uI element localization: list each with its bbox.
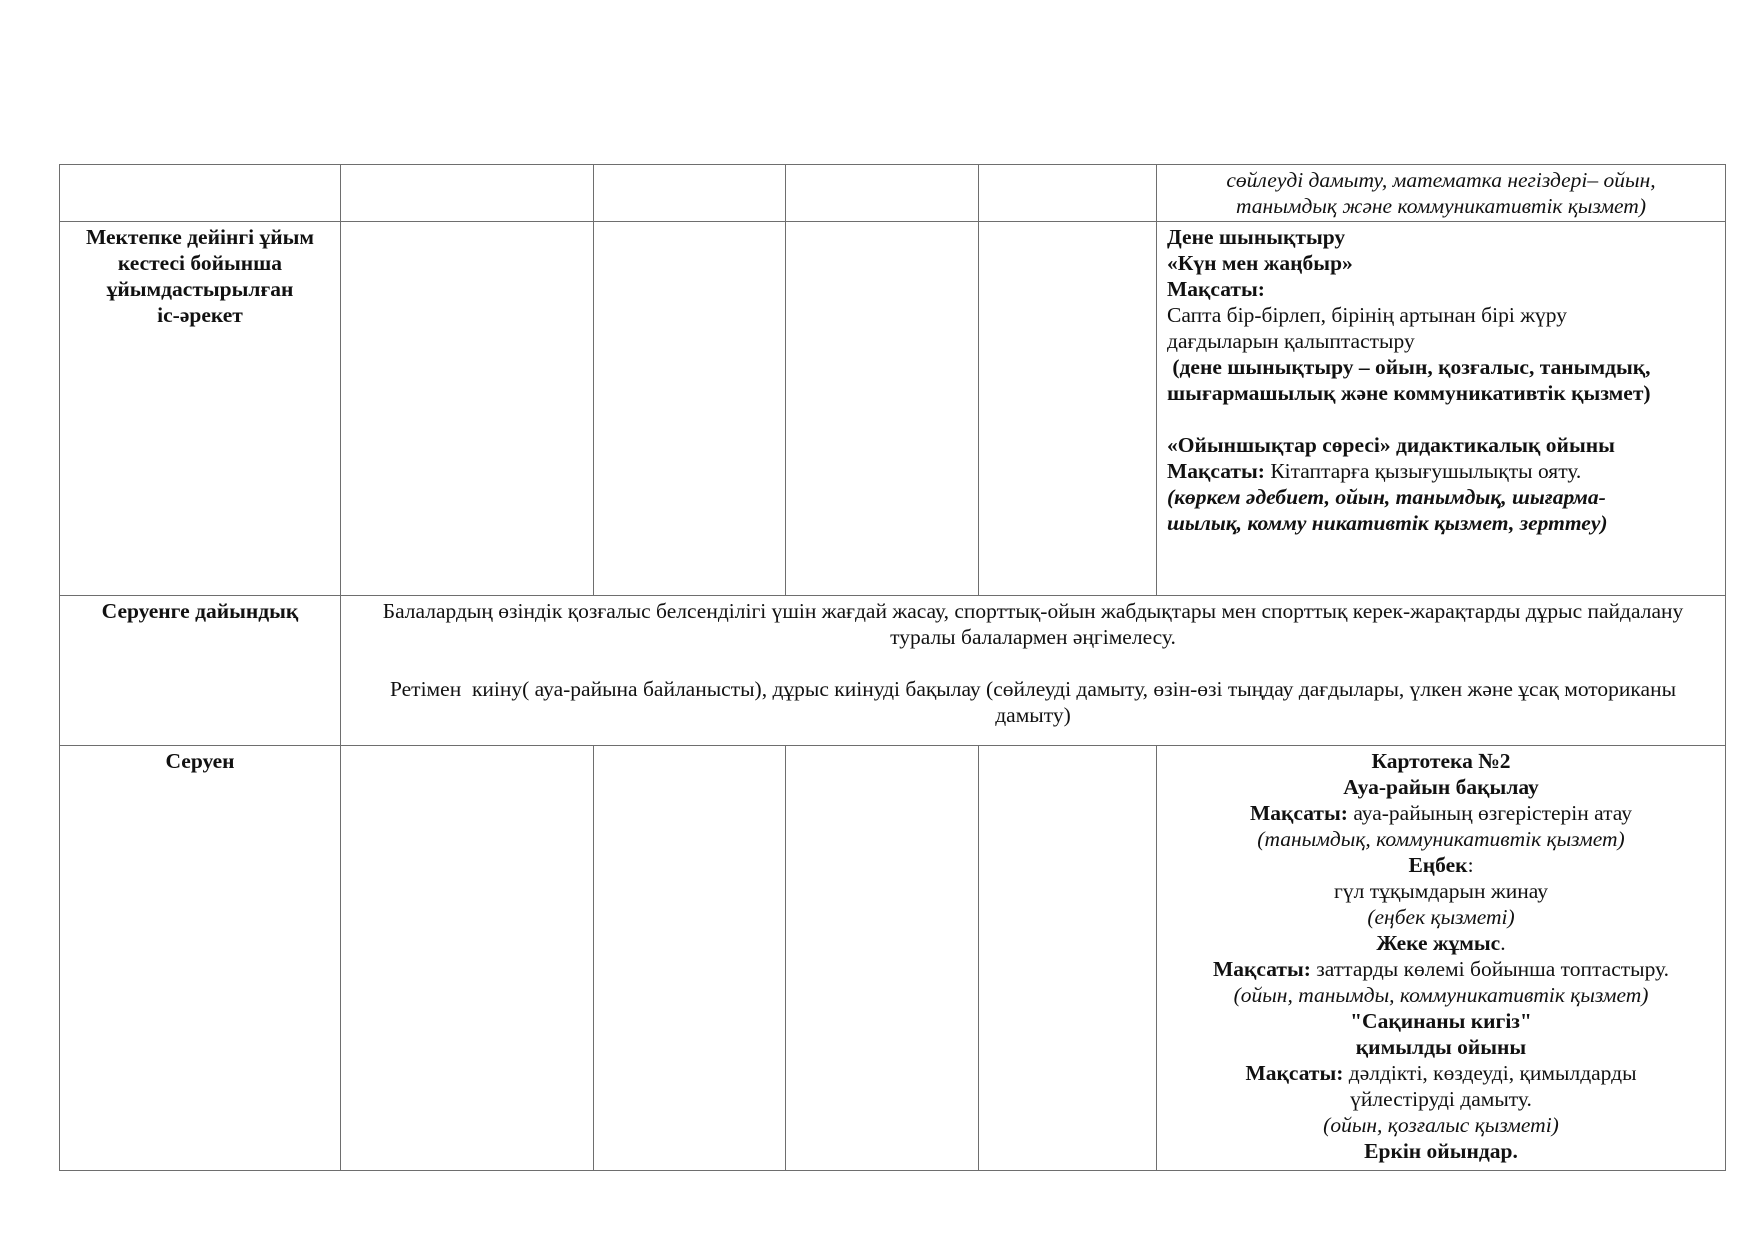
didactic-game-title: «Ойыншықтар сөресі» дидактикалық ойыны [1167, 433, 1615, 457]
observation-goal [1167, 800, 1715, 826]
table-row-continuation [60, 165, 1726, 222]
daily-plan-table [59, 164, 1726, 1171]
outdoor-game-name: "Сақинаны кигіз" [1350, 1009, 1532, 1033]
spacer [1167, 406, 1715, 432]
goal-text: заттарды көлемі бойынша топтастыру. [1310, 957, 1670, 981]
label-line-3: ұйымдастырылған [106, 277, 294, 301]
day-cell-4 [979, 165, 1157, 222]
pe-areas-line-2: шығармашылық және коммуникативтік қызмет) [1167, 381, 1651, 405]
day-cell-3 [786, 746, 979, 1171]
goal-label: Мақсаты: [1245, 1061, 1344, 1085]
day-cell-1 [341, 746, 594, 1171]
observation-areas: (танымдық, коммуникативтік қызмет) [1257, 827, 1625, 851]
card-number: Картотека №2 [1371, 749, 1511, 773]
walk-preparation-paragraph-2: Ретімен киіну( ауа-райына байланысты), дұрыс киінуді бақылау (сөйлеуді дамыту, өзін-өзі тыңдау дағдылары, үлкен және ұсақ моториканы дамыту) [389, 677, 1682, 727]
spacer [361, 650, 1705, 676]
work-label: Еңбек [1408, 853, 1468, 877]
outdoor-game-goal-line-2: үйлестіруді дамыту. [1350, 1087, 1532, 1111]
work-heading [1167, 852, 1715, 878]
day-cell-3 [786, 165, 979, 222]
didactic-game-areas-line-2: шылық, комму никативтік қызмет, зерттеу) [1167, 511, 1608, 535]
goal-text: ауа-райының өзгерістерін атау [1347, 801, 1632, 825]
free-games: Еркін ойындар. [1364, 1139, 1518, 1163]
didactic-game-areas-line-1: (көркем әдебиет, ойын, танымдық, шығарма- [1167, 485, 1606, 509]
day-cell-2 [594, 746, 786, 1171]
day-cell-4 [979, 222, 1157, 596]
individual-work-areas: (ойын, танымды, коммуникативтік қызмет) [1233, 983, 1649, 1007]
pe-areas-line-1: (дене шынықтыру – ойын, қозғалыс, танымдық, [1167, 355, 1651, 379]
individual-work-label: Жеке жұмыс [1376, 931, 1501, 955]
pe-goal-line-2: дағдыларын қалыптастыру [1167, 329, 1415, 353]
row-label-walk-preparation: Серуенге дайындық [60, 596, 341, 746]
individual-work-dot: . [1500, 931, 1506, 955]
pe-goal-line-1: Сапта бір-бірлеп, бірінің артынан бірі жүру [1167, 303, 1568, 327]
goal-text: дәлдікті, көздеуді, қимылдарды [1343, 1061, 1637, 1085]
day-cell-2 [594, 222, 786, 596]
day-cell-5 [1157, 165, 1726, 222]
walk-preparation-paragraph-1: Балалардың өзіндік қозғалыс белсенділігі үшін жағдай жасау, спорттық-ойын жабдықтары мен спорттық керек-жарақтарды дұрыс пайдалану туралы балалармен әңгімелесу. [382, 599, 1684, 649]
pe-goal-label: Мақсаты: [1167, 277, 1265, 301]
goal-label: Мақсаты: [1212, 957, 1311, 981]
table-row-organized-activity [60, 222, 1726, 596]
day-cell-5-activities [1157, 222, 1726, 596]
didactic-game-goal [1167, 458, 1715, 484]
goal-text: Кітаптарға қызығушылықты ояту. [1264, 459, 1582, 483]
day-cell-5-walk [1157, 746, 1726, 1171]
row-label-walk: Серуен [60, 746, 341, 1171]
pe-name: «Күн мен жаңбыр» [1167, 251, 1353, 275]
label-line-1: Мектепке дейінгі ұйым [85, 225, 315, 249]
pe-title: Дене шынықтыру [1167, 225, 1346, 249]
work-colon: : [1467, 853, 1474, 877]
day-cell-1 [341, 165, 594, 222]
day-cell-4 [979, 746, 1157, 1171]
label-line-4: іс-әрекет [157, 303, 243, 327]
work-text: гүл тұқымдарын жинау [1334, 879, 1548, 903]
label-line-2: кестесі бойынша [117, 251, 283, 275]
outdoor-game-goal-line-1 [1167, 1060, 1715, 1086]
individual-work-heading [1167, 930, 1715, 956]
day-cell-2 [594, 165, 786, 222]
table-row-walk-preparation [60, 596, 1726, 746]
outdoor-game-areas: (ойын, қозғалыс қызметі) [1323, 1113, 1559, 1137]
label-cell [60, 165, 341, 222]
goal-label: Мақсаты: [1250, 801, 1348, 825]
table-row-walk [60, 746, 1726, 1171]
row-label-organized-activity [60, 222, 341, 596]
goal-label: Мақсаты: [1167, 459, 1265, 483]
lesson-areas-line-2: танымдық және коммуникативтік қызмет) [1235, 194, 1646, 218]
individual-work-goal [1167, 956, 1715, 982]
lesson-areas-line-1: сөйлеуді дамыту, математка негіздері– ойын, [1226, 168, 1656, 192]
day-cell-1 [341, 222, 594, 596]
outdoor-game-type: қимылды ойыны [1355, 1035, 1527, 1059]
observation-title: Ауа-райын бақылау [1343, 775, 1539, 799]
day-cell-3 [786, 222, 979, 596]
walk-preparation-content [341, 596, 1726, 746]
work-areas: (еңбек қызметі) [1367, 905, 1515, 929]
